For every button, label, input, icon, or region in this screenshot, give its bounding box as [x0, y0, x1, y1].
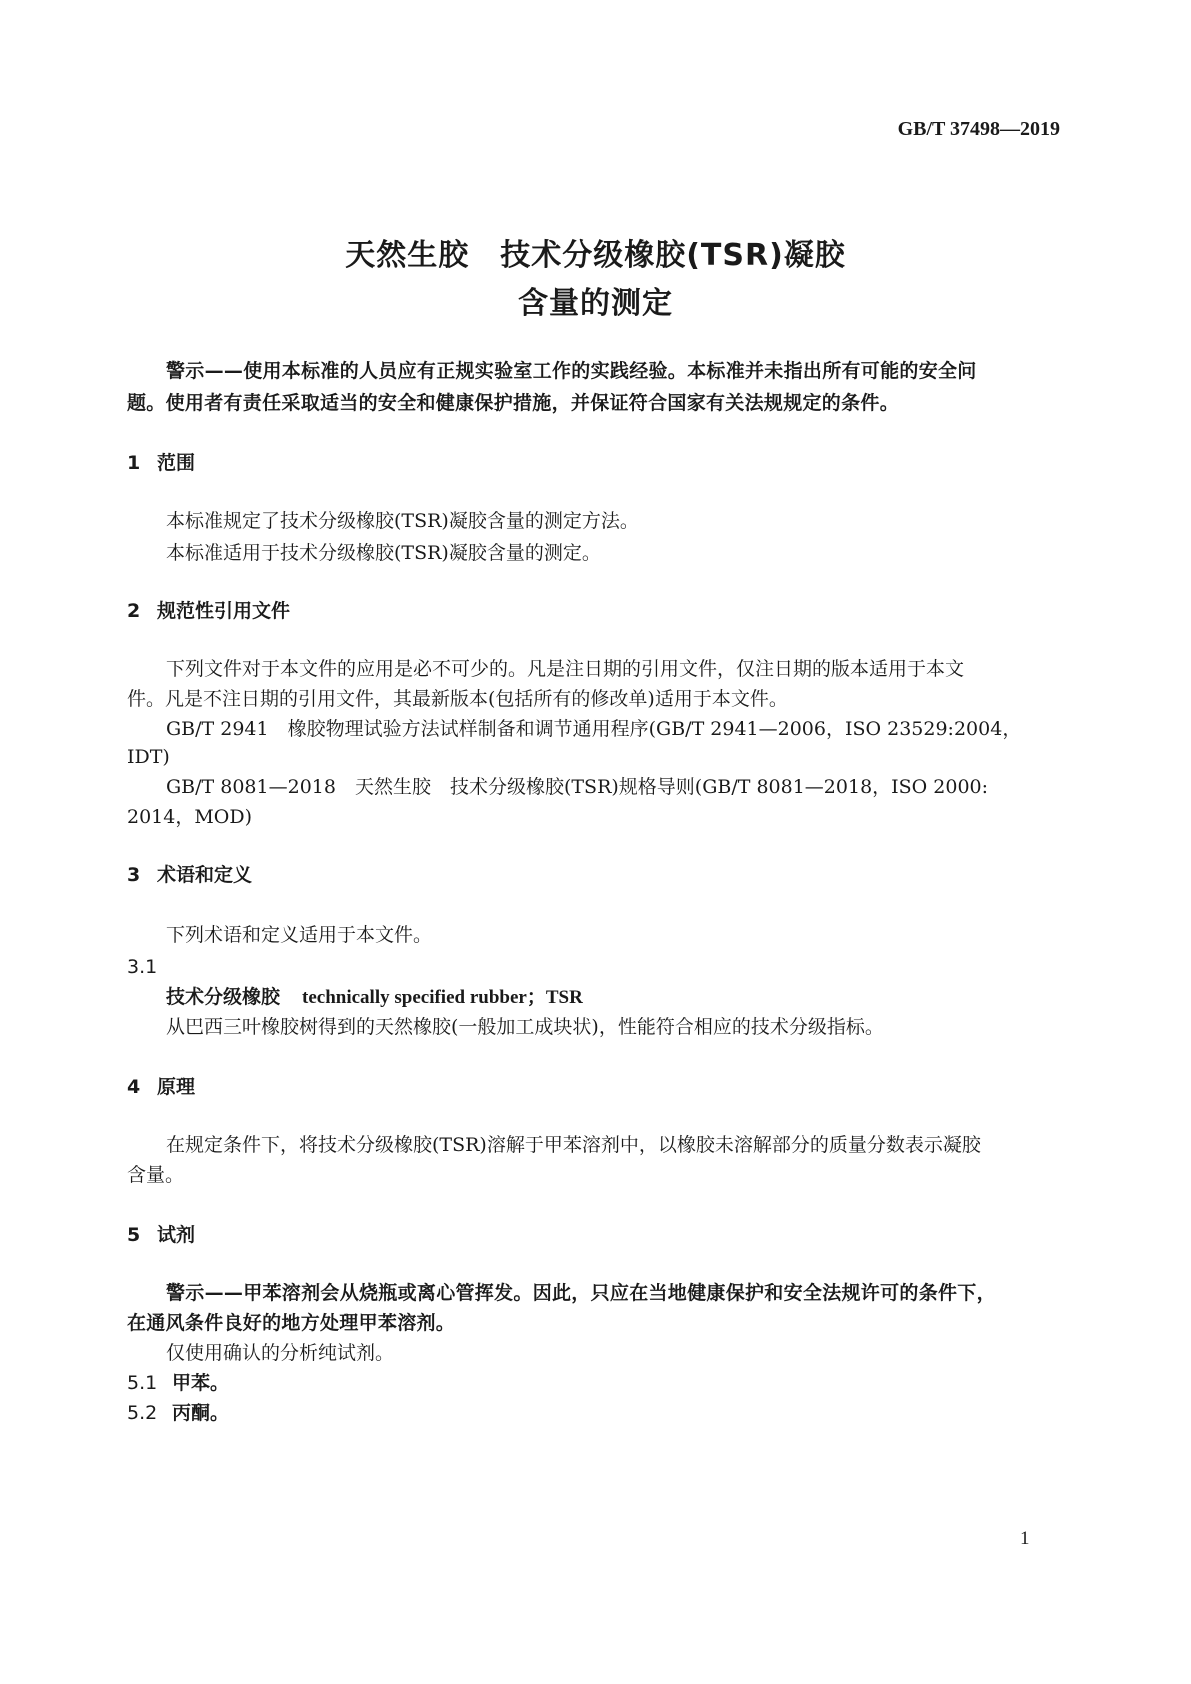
- warning-intro-line2: 题。使用者有责任采取适当的安全和健康保护措施，并保证符合国家有关法规规定的条件。: [127, 392, 900, 414]
- item-number: 5.1: [127, 1372, 158, 1394]
- section-title: 规范性引用文件: [157, 600, 291, 622]
- reference-gbt8081-line2: 2014，MOD): [127, 806, 253, 828]
- section3-paragraph: 下列术语和定义适用于本文件。: [166, 924, 433, 946]
- section1-heading: [127, 450, 195, 476]
- section-title: 试剂: [157, 1224, 196, 1246]
- item-number: 5.2: [127, 1402, 158, 1424]
- warning-intro-line1: 警示——使用本标准的人员应有正规实验室工作的实践经验。本标准并未指出所有可能的安全问: [166, 360, 977, 382]
- document-title-line2: 含量的测定: [518, 286, 673, 321]
- section-number: 1: [127, 452, 141, 474]
- section2-paragraph-line1: 下列文件对于本文件的应用是必不可少的。凡是注日期的引用文件，仅注日期的版本适用于本文: [166, 658, 965, 680]
- section1-paragraph2: 本标准适用于技术分级橡胶(TSR)凝胶含量的测定。: [166, 542, 601, 564]
- section2-paragraph-line2: 件。凡是不注日期的引用文件，其最新版本(包括所有的修改单)适用于本文件。: [127, 688, 788, 710]
- section5-paragraph: 仅使用确认的分析纯试剂。: [166, 1342, 395, 1364]
- section-number: 4: [127, 1076, 141, 1098]
- page-number: 1: [1020, 1528, 1030, 1549]
- reference-gbt8081-line1: GB/T 8081—2018 天然生胶 技术分级橡胶(TSR)规格导则(GB/T 8081—2018，ISO 2000:: [166, 776, 989, 798]
- section3-heading: [127, 862, 252, 888]
- term-entry: [166, 984, 583, 1011]
- section4-paragraph-line1: 在规定条件下，将技术分级橡胶(TSR)溶解于甲苯溶剂中，以橡胶未溶解部分的质量分数表示凝胶: [166, 1134, 981, 1156]
- section4-heading: [127, 1074, 195, 1100]
- standard-number: GB/T 37498—2019: [897, 118, 1060, 140]
- section-title: 范围: [157, 452, 196, 474]
- section5-warning-line2: 在通风条件良好的地方处理甲苯溶剂。: [127, 1312, 456, 1334]
- document-title-line1: 天然生胶 技术分级橡胶(TSR)凝胶: [345, 238, 846, 273]
- section5-warning-line1: 警示——甲苯溶剂会从烧瓶或离心管挥发。因此，只应在当地健康保护和安全法规许可的条件下，: [166, 1282, 996, 1304]
- section-number: 2: [127, 600, 141, 622]
- reagent-item-acetone: [127, 1400, 229, 1426]
- reference-gbt2941-line2: IDT): [127, 746, 170, 768]
- term-english: technically specified rubber；TSR: [302, 987, 583, 1008]
- term-number: 3.1: [127, 956, 158, 978]
- section-number: 3: [127, 864, 141, 886]
- section-number: 5: [127, 1224, 141, 1246]
- section4-paragraph-line2: 含量。: [127, 1164, 185, 1186]
- section-title: 原理: [157, 1076, 196, 1098]
- term-definition: 从巴西三叶橡胶树得到的天然橡胶(一般加工成块状)，性能符合相应的技术分级指标。: [166, 1016, 884, 1038]
- section-title: 术语和定义: [157, 864, 253, 886]
- section5-heading: [127, 1222, 195, 1248]
- term-chinese: 技术分级橡胶: [166, 986, 281, 1008]
- section2-heading: [127, 598, 290, 624]
- item-text: 甲苯。: [172, 1372, 230, 1394]
- reference-gbt2941-line1: GB/T 2941 橡胶物理试验方法试样制备和调节通用程序(GB/T 2941—2006，ISO 23529:2004，: [166, 718, 1022, 740]
- item-text: 丙酮。: [172, 1402, 230, 1424]
- section1-paragraph1: 本标准规定了技术分级橡胶(TSR)凝胶含量的测定方法。: [166, 510, 639, 532]
- reagent-item-toluene: [127, 1370, 229, 1396]
